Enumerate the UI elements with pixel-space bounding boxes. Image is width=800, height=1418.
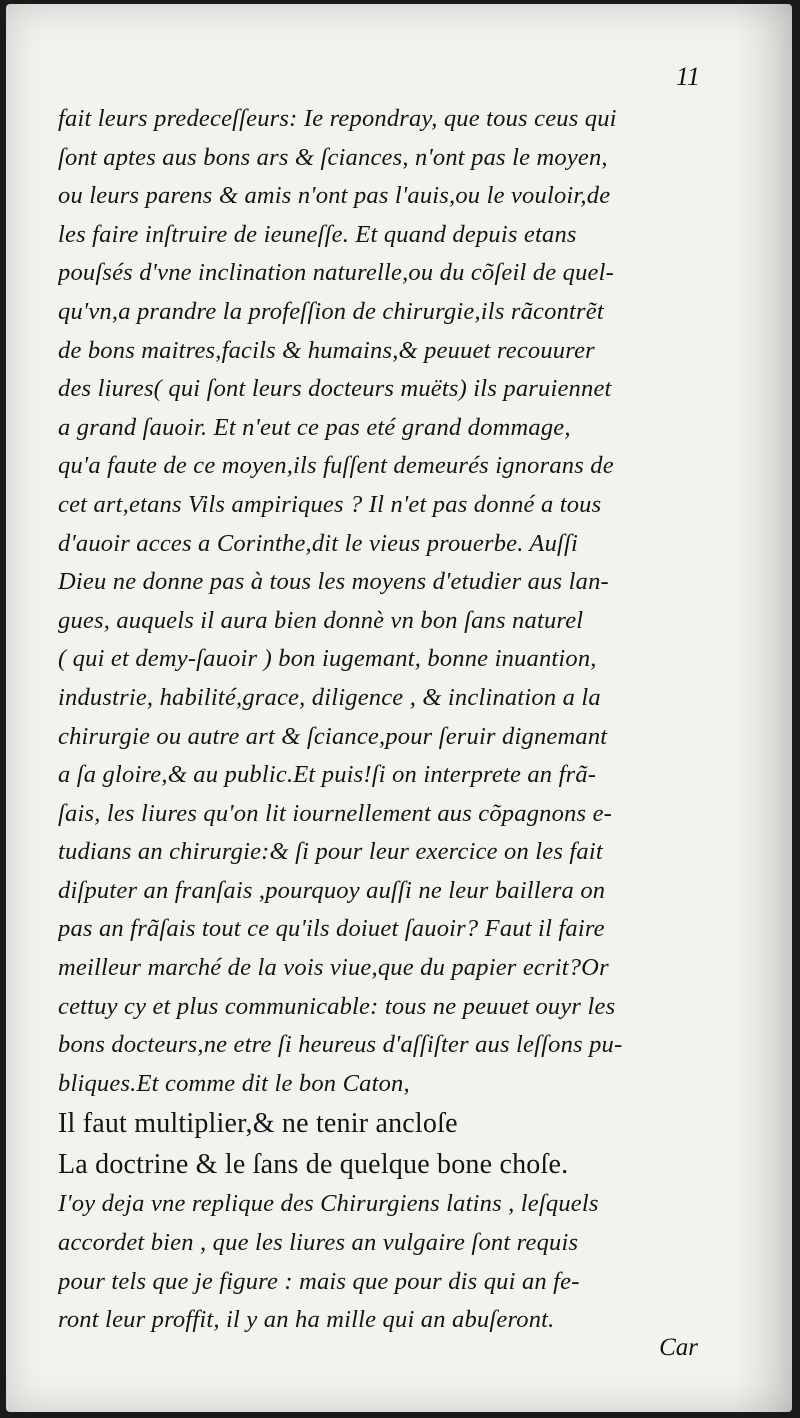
text-line: ſont aptes aus bons ars & ſciances, n'ont pas le moyen, xyxy=(58,143,608,171)
text-line: pouſsés d'vne inclination naturelle,ou du cõſeil de quel- xyxy=(58,259,614,287)
text-line: qu'vn,a prandre la profeſſion de chirurgie,ils rãcontrẽt xyxy=(58,297,604,325)
catchword: Car xyxy=(659,1334,698,1361)
text-line: de bons maitres,facils & humains,& peuuet recouurer xyxy=(58,336,595,364)
text-line: des liures( qui ſont leurs docteurs muëts) ils paruiennet xyxy=(58,375,612,403)
text-line: a grand ſauoir. Et n'eut ce pas eté grand dommage, xyxy=(58,413,571,441)
text-line: I'oy deja vne replique des Chirurgiens latins , leſquels xyxy=(58,1190,599,1218)
book-page xyxy=(6,4,792,1412)
text-line: pour tels que je figure : mais que pour dis qui an fe- xyxy=(58,1267,580,1295)
text-line: Dieu ne donne pas à tous les moyens d'etudier aus lan- xyxy=(58,568,609,596)
text-line: ront leur proffit, il y an ha mille qui an abuſeront. xyxy=(58,1306,555,1334)
text-line: ( qui et demy-ſauoir ) bon iugemant, bonne inuantion, xyxy=(58,645,597,673)
text-line: bons docteurs,ne etre ſi heureus d'aſſiſter aus leſſons pu- xyxy=(58,1031,623,1059)
text-line: d'auoir acces a Corinthe,dit le vieus prouerbe. Auſſi xyxy=(58,529,579,557)
text-line: industrie, habilité,grace, diligence , & inclination a la xyxy=(58,683,601,711)
text-line: ſais, les liures qu'on lit iournellement aus cõpagnons e- xyxy=(58,799,613,827)
verse-line: La doctrine & le ſans de quelque bone choſe. xyxy=(58,1149,569,1181)
text-line: tudians an chirurgie:& ſi pour leur exercice on les fait xyxy=(58,838,603,866)
text-line: gues, auquels il aura bien donnè vn bon ſans naturel xyxy=(58,606,584,634)
text-line: accordet bien , que les liures an vulgaire ſont requis xyxy=(58,1229,579,1257)
text-line: a ſa gloire,& au public.Et puis!ſi on interprete an frã- xyxy=(58,761,597,789)
body-text xyxy=(58,100,718,1340)
text-line: bliques.Et comme dit le bon Caton, xyxy=(58,1069,410,1097)
text-line: ou leurs parens & amis n'ont pas l'auis,ou le vouloir,de xyxy=(58,182,611,210)
verse-line: Il faut multiplier,& ne tenir ancloſe xyxy=(58,1108,458,1140)
text-line: chirurgie ou autre art & ſciance,pour ſeruir dignemant xyxy=(58,722,608,750)
text-line: qu'a faute de ce moyen,ils fuſſent demeurés ignorans de xyxy=(58,452,614,480)
text-line: cet art,etans Vils ampiriques ? Il n'et pas donné a tous xyxy=(58,490,602,518)
text-line: meilleur marché de la vois viue,que du papier ecrit?Or xyxy=(58,954,609,982)
text-line: fait leurs predeceſſeurs: Ie repondray, que tous ceus qui xyxy=(58,105,617,132)
text-line: les faire inſtruire de ieuneſſe. Et quand depuis etans xyxy=(58,220,577,248)
text-line: pas an frãſais tout ce qu'ils doiuet ſauoir? Faut il faire xyxy=(58,915,605,943)
page-number: 11 xyxy=(675,62,700,91)
text-line: diſputer an franſais ,pourquoy auſſi ne leur baillera on xyxy=(58,876,606,904)
text-line: cettuy cy et plus communicable: tous ne peuuet ouyr les xyxy=(58,992,616,1020)
